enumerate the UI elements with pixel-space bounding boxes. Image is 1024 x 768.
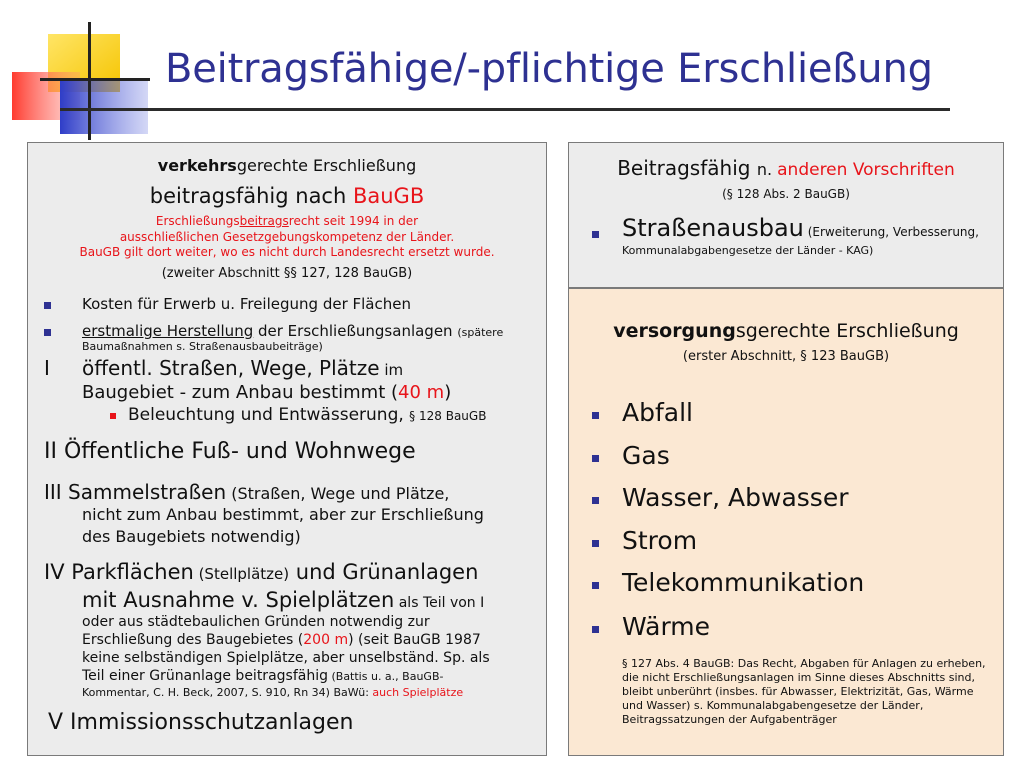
category-iii-line2: nicht zum Anbau bestimmt, aber zur Erschließung	[82, 505, 484, 524]
bullet-icon	[592, 455, 599, 462]
left-reference: (zweiter Abschnitt §§ 127, 128 BauGB)	[161, 266, 413, 281]
list-item-kosten: Kosten für Erwerb u. Freilegung der Flächen	[82, 295, 411, 313]
category-number-i: I	[44, 356, 50, 380]
decorative-logo	[0, 0, 160, 150]
left-heading: verkehrsgerechte Erschließung	[157, 156, 417, 175]
left-note-line2: ausschließlichen Gesetzgebungskompetenz der Länder.	[119, 230, 455, 244]
category-iv-title: IV Parkflächen (Stellplätze) und Grünanlagen	[44, 560, 479, 584]
category-ii: II Öffentliche Fuß- und Wohnwege	[44, 439, 416, 464]
list-item-erstmalige-herstellung: erstmalige Herstellung der Erschließungsanlagen (spätere	[82, 322, 504, 340]
right-note-line4: und Wasser) s. Kommunalabgabengesetze der Länder,	[622, 699, 924, 712]
bullet-icon	[44, 302, 51, 309]
bullet-icon	[592, 497, 599, 504]
list-item-strassenausbau-cont: Kommunalabgabengesetze der Länder - KAG)	[622, 244, 874, 257]
list-item-erstmalige-herstellung-cont: Baumaßnahmen s. Straßenausbaubeiträge)	[82, 340, 323, 353]
right-bottom-reference: (erster Abschnitt, § 123 BauGB)	[682, 349, 890, 364]
category-iv-line7: Kommentar, C. H. Beck, 2007, S. 910, Rn 34) BaWü: auch Spielplätze	[82, 686, 464, 699]
left-note-line3: BauGB gilt dort weiter, wo es nicht durch Landesrecht ersetzt wurde.	[79, 245, 495, 259]
list-item-strom: Strom	[622, 526, 698, 555]
right-note-line1: § 127 Abs. 4 BauGB: Das Recht, Abgaben für Anlagen zu erheben,	[622, 657, 986, 670]
bullet-icon	[592, 626, 599, 633]
category-iv-line4: Erschließung des Baugebietes (200 m) (seit BauGB 1987	[82, 632, 481, 648]
bullet-icon	[110, 413, 116, 419]
left-subheading: beitragsfähig nach BauGB	[149, 184, 425, 208]
list-item-abfall: Abfall	[622, 398, 693, 427]
right-note-line3: bleibt unberührt (insbes. für Abwasser, Elektrizität, Gas, Wärme	[622, 685, 974, 698]
category-v: V Immissionsschutzanlagen	[48, 710, 354, 735]
right-note-line2: die nicht Erschließungsanlagen im Sinne dieses Abschnitts sind,	[622, 671, 975, 684]
right-top-reference: (§ 128 Abs. 2 BauGB)	[722, 187, 850, 201]
list-item-waerme: Wärme	[622, 612, 711, 641]
bullet-icon	[592, 231, 599, 238]
category-iii-line3: des Baugebiets notwendig)	[82, 527, 301, 546]
bullet-icon	[592, 540, 599, 547]
category-i-line2: Baugebiet - zum Anbau bestimmt (40 m)	[82, 382, 452, 403]
category-iv-line5: keine selbständigen Spielplätze, aber unselbständ. Sp. als	[82, 650, 490, 666]
left-note-line1: Erschließungsbeitragsrecht seit 1994 in der	[155, 214, 419, 228]
category-i-title: öffentl. Straßen, Wege, Plätze im	[82, 356, 404, 380]
right-bottom-heading: versorgungsgerechte Erschließung	[613, 320, 959, 342]
category-i-subitem: Beleuchtung und Entwässerung, § 128 BauGB	[128, 405, 487, 425]
bullet-icon	[44, 329, 51, 336]
bullet-icon	[592, 412, 599, 419]
list-item-wasser-abwasser: Wasser, Abwasser	[622, 483, 849, 512]
page-title: Beitragsfähige/-pflichtige Erschließung	[165, 46, 933, 92]
list-item-strassenausbau: Straßenausbau (Erweiterung, Verbesserung,	[622, 214, 979, 242]
title-divider	[60, 108, 950, 111]
category-iii-title: III Sammelstraßen (Straßen, Wege und Plätze,	[44, 480, 450, 504]
list-item-telekommunikation: Telekommunikation	[622, 568, 865, 597]
category-iv-line2: mit Ausnahme v. Spielplätzen als Teil von I	[82, 588, 485, 612]
right-note-line5: Beitragssatzungen der Aufgabenträger	[622, 713, 837, 726]
right-top-heading: Beitragsfähig n. anderen Vorschriften	[617, 156, 955, 180]
list-item-gas: Gas	[622, 441, 670, 470]
category-iv-line3: oder aus städtebaulichen Gründen notwendig zur	[82, 614, 430, 630]
category-iv-line6: Teil einer Grünanlage beitragsfähig (Battis u. a., BauGB-	[82, 668, 444, 684]
bullet-icon	[592, 582, 599, 589]
